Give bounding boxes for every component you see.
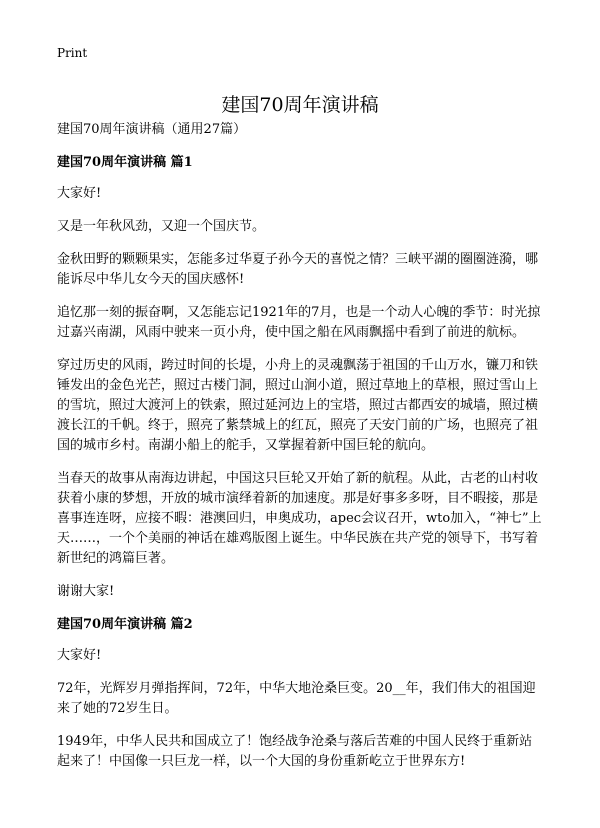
paragraph: 追忆那一刻的振奋啊，又怎能忘记1921年的7月，也是一个动人心魄的季节：时光掠过嘉兴南湖，风雨中驶来一页小舟，使中国之船在风雨飘摇中看到了前进的航标。	[57, 305, 541, 340]
paragraph: 又是一年秋风劲，又迎一个国庆节。	[57, 219, 266, 234]
paragraph: 谢谢大家!	[57, 584, 115, 599]
paragraph: 当春天的故事从南海边讲起，中国这只巨轮又开始了新的航程。从此，古老的山村收获着小康的梦想，开放的城市演绎着新的加速度。那是好事多多呀，目不暇接，那是喜事连连呀，应接不暇：港澳回归，申奥成功，apec会议召开，wto加入，“神七”上天……，一个个美丽的神话在雄鸡版图上诞生。中华民族在共产党的领导下，书写着新世纪的鸿篇巨著。	[57, 471, 542, 566]
paragraph: 金秋田野的颗颗果实，怎能多过华夏子孙今天的喜悦之情？三峡平湖的圈圈涟漪，哪能诉尽中华儿女今天的国庆感怀!	[57, 252, 539, 287]
paragraph: 1949年，中华人民共和国成立了！饱经战争沧桑与落后苦难的中国人民终于重新站起来了！中国像一只巨龙一样，以一个大国的身份重新屹立于世界东方!	[57, 734, 533, 769]
paragraph: 72年，光辉岁月弹指挥间，72年，中华大地沧桑巨变。20__年，我们伟大的祖国迎来了她的72岁生日。	[57, 681, 536, 716]
document-subtitle: 建国70周年演讲稿（通用27篇）	[57, 122, 247, 137]
document-body	[57, 120, 543, 785]
paragraph: 大家好!	[57, 648, 102, 663]
paragraph: 大家好!	[57, 186, 102, 201]
section-heading: 建国70周年演讲稿 篇2	[57, 617, 193, 632]
paragraph: 穿过历史的风雨，跨过时间的长堤，小舟上的灵魂飘荡于祖国的千山万水，镰刀和铁锤发出的金色光芒，照过古楼门洞，照过山涧小道，照过草地上的草根，照过雪山上的雪坑，照过大渡河上的铁索，照过延河边上的宝塔，照过古都西安的城墙，照过横渡长江的千帆。终于，照亮了紫禁城上的红瓦，照亮了天安门前的广场，也照亮了祖国的城市乡村。南湖小船上的舵手，又掌握着新中国巨轮的航向。	[57, 358, 539, 453]
section-heading: 建国70周年演讲稿 篇1	[57, 155, 193, 170]
print-label: Print	[57, 46, 88, 60]
page-title: 建国70周年演讲稿	[221, 93, 379, 116]
